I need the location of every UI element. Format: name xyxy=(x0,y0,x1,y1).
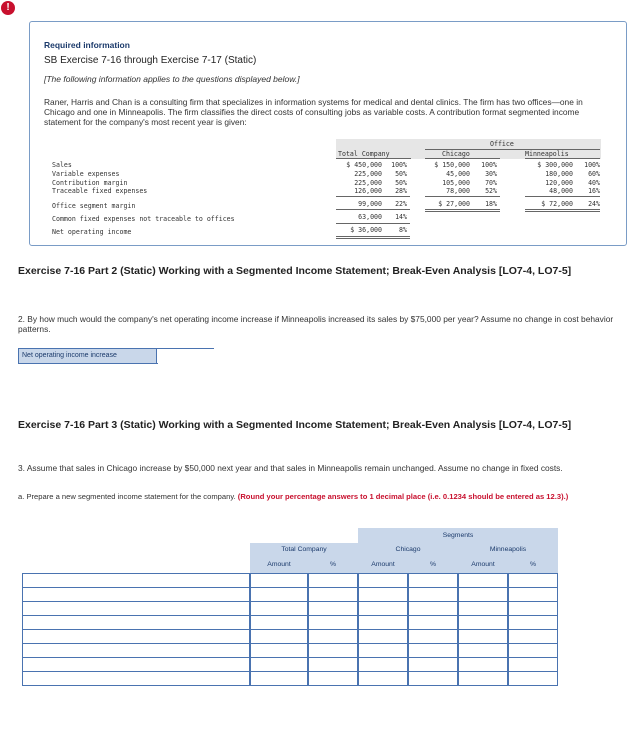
total-pct: 50% xyxy=(395,170,407,178)
row-label-input[interactable] xyxy=(22,615,250,630)
total-pct: 50% xyxy=(395,179,407,187)
statement-underline xyxy=(525,196,600,197)
total-company-header: Total Company xyxy=(250,543,358,557)
total-amount: 99,000 xyxy=(358,200,382,208)
net-operating-income-increase-input[interactable] xyxy=(158,349,217,365)
chicago-pct: 18% xyxy=(485,200,497,208)
total-pct: 14% xyxy=(395,213,407,221)
minneapolis-amount: $ 72,000 xyxy=(541,200,573,208)
chicago-pct-input[interactable] xyxy=(408,657,458,672)
total-pct: 28% xyxy=(395,187,407,195)
total-pct-input[interactable] xyxy=(308,643,358,658)
total-pct: 8% xyxy=(399,226,407,234)
chicago-pct-input[interactable] xyxy=(408,629,458,644)
chicago-amount-input[interactable] xyxy=(358,587,408,602)
statement-row-label: Sales xyxy=(52,161,72,169)
total-amount-input[interactable] xyxy=(250,615,308,630)
chicago-pct-input[interactable] xyxy=(408,601,458,616)
part2-answer-row xyxy=(18,348,214,364)
chicago-pct-input[interactable] xyxy=(408,643,458,658)
chicago-amount: 78,000 xyxy=(446,187,470,195)
statement-row-label: Contribution margin xyxy=(52,179,128,187)
part2-title: Exercise 7-16 Part 2 (Static) Working with a Segmented Income Statement; Break-Even Analysis [LO7-4, LO7-5] xyxy=(18,265,572,277)
minneapolis-pct: 100% xyxy=(584,161,600,169)
chicago-pct-input[interactable] xyxy=(408,587,458,602)
total-pct: 100% xyxy=(391,161,407,169)
minneapolis-pct-input[interactable] xyxy=(508,601,558,616)
rounding-instruction: (Round your percentage answers to 1 decimal place (i.e. 0.1234 should be entered as 12.3).) xyxy=(237,492,569,501)
total-pct-input[interactable] xyxy=(308,657,358,672)
statement-underline xyxy=(425,196,500,197)
minneapolis-pct-input[interactable] xyxy=(508,657,558,672)
minneapolis-pct-input[interactable] xyxy=(508,615,558,630)
statement-underline xyxy=(336,223,410,224)
segments-header: Segments xyxy=(358,528,558,543)
total-amount-input[interactable] xyxy=(250,671,308,686)
minneapolis-amount-input[interactable] xyxy=(458,573,508,588)
total-amount-input[interactable] xyxy=(250,657,308,672)
required-information-panel xyxy=(29,21,627,246)
total-pct-input[interactable] xyxy=(308,573,358,588)
row-label-input[interactable] xyxy=(22,671,250,686)
chicago-amount-input[interactable] xyxy=(358,615,408,630)
minneapolis-amount: $ 300,000 xyxy=(537,161,573,169)
row-label-input[interactable] xyxy=(22,587,250,602)
chicago-pct-input[interactable] xyxy=(408,671,458,686)
total-amount: 225,000 xyxy=(354,179,382,187)
statement-double-underline xyxy=(425,209,500,212)
part3-instruction xyxy=(18,492,588,502)
chicago-amount: $ 150,000 xyxy=(434,161,470,169)
col-chicago: Chicago xyxy=(442,150,470,158)
minneapolis-amount: 48,000 xyxy=(549,187,573,195)
total-amount-input[interactable] xyxy=(250,629,308,644)
minneapolis-pct-header: % xyxy=(508,557,558,573)
col-total-company: Total Company xyxy=(338,150,390,158)
minneapolis-amount-input[interactable] xyxy=(458,615,508,630)
minneapolis-amount: 120,000 xyxy=(545,179,573,187)
chicago-amount: $ 27,000 xyxy=(438,200,470,208)
minneapolis-amount-input[interactable] xyxy=(458,671,508,686)
chicago-amount: 45,000 xyxy=(446,170,470,178)
chicago-pct: 52% xyxy=(485,187,497,195)
chicago-amount-input[interactable] xyxy=(358,657,408,672)
total-amount: $ 36,000 xyxy=(350,226,382,234)
statement-underline xyxy=(336,196,410,197)
chicago-amount: 105,000 xyxy=(442,179,470,187)
total-amount: 63,000 xyxy=(358,213,382,221)
minneapolis-amount: 180,000 xyxy=(545,170,573,178)
minneapolis-pct: 16% xyxy=(588,187,600,195)
description-text: Raner, Harris and Chan is a consulting firm that specializes in information systems for medical and dental clinics. The firm has two offices—one in Chicago and one in Minneapolis. The firm classifies the direct costs of consulting jobs as variable costs. A contribution format segmented income statement for the company's most recent year is given: xyxy=(44,97,583,127)
instruction-text: a. Prepare a new segmented income statement for the company. xyxy=(18,492,236,501)
part3-question: 3. Assume that sales in Chicago increase by $50,000 next year and that sales in Minneapolis remain unchanged. Assume no change in fixed costs. xyxy=(18,463,563,473)
applies-note: [The following information applies to the questions displayed below.] xyxy=(44,74,300,84)
minneapolis-amount-input[interactable] xyxy=(458,629,508,644)
statement-row-label: Variable expenses xyxy=(52,170,120,178)
office-header: Office xyxy=(490,140,514,148)
chicago-pct: 70% xyxy=(485,179,497,187)
minneapolis-pct-input[interactable] xyxy=(508,671,558,686)
row-label-input[interactable] xyxy=(22,629,250,644)
minneapolis-pct: 60% xyxy=(588,170,600,178)
minneapolis-pct-input[interactable] xyxy=(508,587,558,602)
total-amount-input[interactable] xyxy=(250,587,308,602)
total-pct-input[interactable] xyxy=(308,587,358,602)
chicago-amount-input[interactable] xyxy=(358,573,408,588)
statement-row-label: Office segment margin xyxy=(52,202,136,210)
minneapolis-pct-input[interactable] xyxy=(508,643,558,658)
alert-icon: ! xyxy=(1,1,15,15)
minneapolis-amount-input[interactable] xyxy=(458,587,508,602)
chicago-pct-header: % xyxy=(408,557,458,573)
chicago-amount-header: Amount xyxy=(358,557,408,573)
minneapolis-amount-input[interactable] xyxy=(458,601,508,616)
statement-double-underline xyxy=(336,236,410,239)
row-label-input[interactable] xyxy=(22,573,250,588)
statement-row-label: Common fixed expenses not traceable to offices xyxy=(52,215,235,223)
statement-double-underline xyxy=(336,209,410,210)
total-pct-input[interactable] xyxy=(308,601,358,616)
minneapolis-amount-header: Amount xyxy=(458,557,508,573)
chicago-amount-input[interactable] xyxy=(358,671,408,686)
minneapolis-amount-input[interactable] xyxy=(458,643,508,658)
chicago-amount-input[interactable] xyxy=(358,629,408,644)
total-pct: 22% xyxy=(395,200,407,208)
chicago-header: Chicago xyxy=(358,543,458,557)
total-pct-input[interactable] xyxy=(308,629,358,644)
col-minneapolis: Minneapolis xyxy=(525,150,569,158)
total-amount-header: Amount xyxy=(250,557,308,573)
minneapolis-amount-input[interactable] xyxy=(458,657,508,672)
chicago-pct-input[interactable] xyxy=(408,615,458,630)
statement-double-underline xyxy=(525,209,600,212)
chicago-amount-input[interactable] xyxy=(358,643,408,658)
row-label-input[interactable] xyxy=(22,643,250,658)
total-amount: 225,000 xyxy=(354,170,382,178)
minneapolis-pct: 24% xyxy=(588,200,600,208)
total-amount-input[interactable] xyxy=(250,601,308,616)
total-pct-input[interactable] xyxy=(308,615,358,630)
minneapolis-pct: 40% xyxy=(588,179,600,187)
part2-question: 2. By how much would the company's net operating income increase if Minneapolis increased its sales by $75,000 per year? Assume no change in cost behavior patterns. xyxy=(18,314,614,334)
statement-row-label: Net operating income xyxy=(52,228,132,236)
row-label-input[interactable] xyxy=(22,601,250,616)
required-information-label: Required information xyxy=(44,40,130,50)
total-pct-header: % xyxy=(308,557,358,573)
chicago-pct-input[interactable] xyxy=(408,573,458,588)
chicago-amount-input[interactable] xyxy=(358,601,408,616)
exercise-title: SB Exercise 7-16 through Exercise 7-17 (Static) xyxy=(44,55,257,66)
chicago-pct: 100% xyxy=(481,161,497,169)
minneapolis-pct-input[interactable] xyxy=(508,573,558,588)
total-amount: $ 450,000 xyxy=(346,161,382,169)
minneapolis-pct-input[interactable] xyxy=(508,629,558,644)
answer-label: Net operating income increase xyxy=(19,349,157,363)
total-amount: 126,000 xyxy=(354,187,382,195)
total-amount-input[interactable] xyxy=(250,643,308,658)
total-pct-input[interactable] xyxy=(308,671,358,686)
total-amount-input[interactable] xyxy=(250,573,308,588)
row-label-input[interactable] xyxy=(22,657,250,672)
part3-title: Exercise 7-16 Part 3 (Static) Working with a Segmented Income Statement; Break-Even Analysis [LO7-4, LO7-5] xyxy=(18,419,572,431)
minneapolis-header: Minneapolis xyxy=(458,543,558,557)
statement-row-label: Traceable fixed expenses xyxy=(52,187,148,195)
chicago-pct: 30% xyxy=(485,170,497,178)
